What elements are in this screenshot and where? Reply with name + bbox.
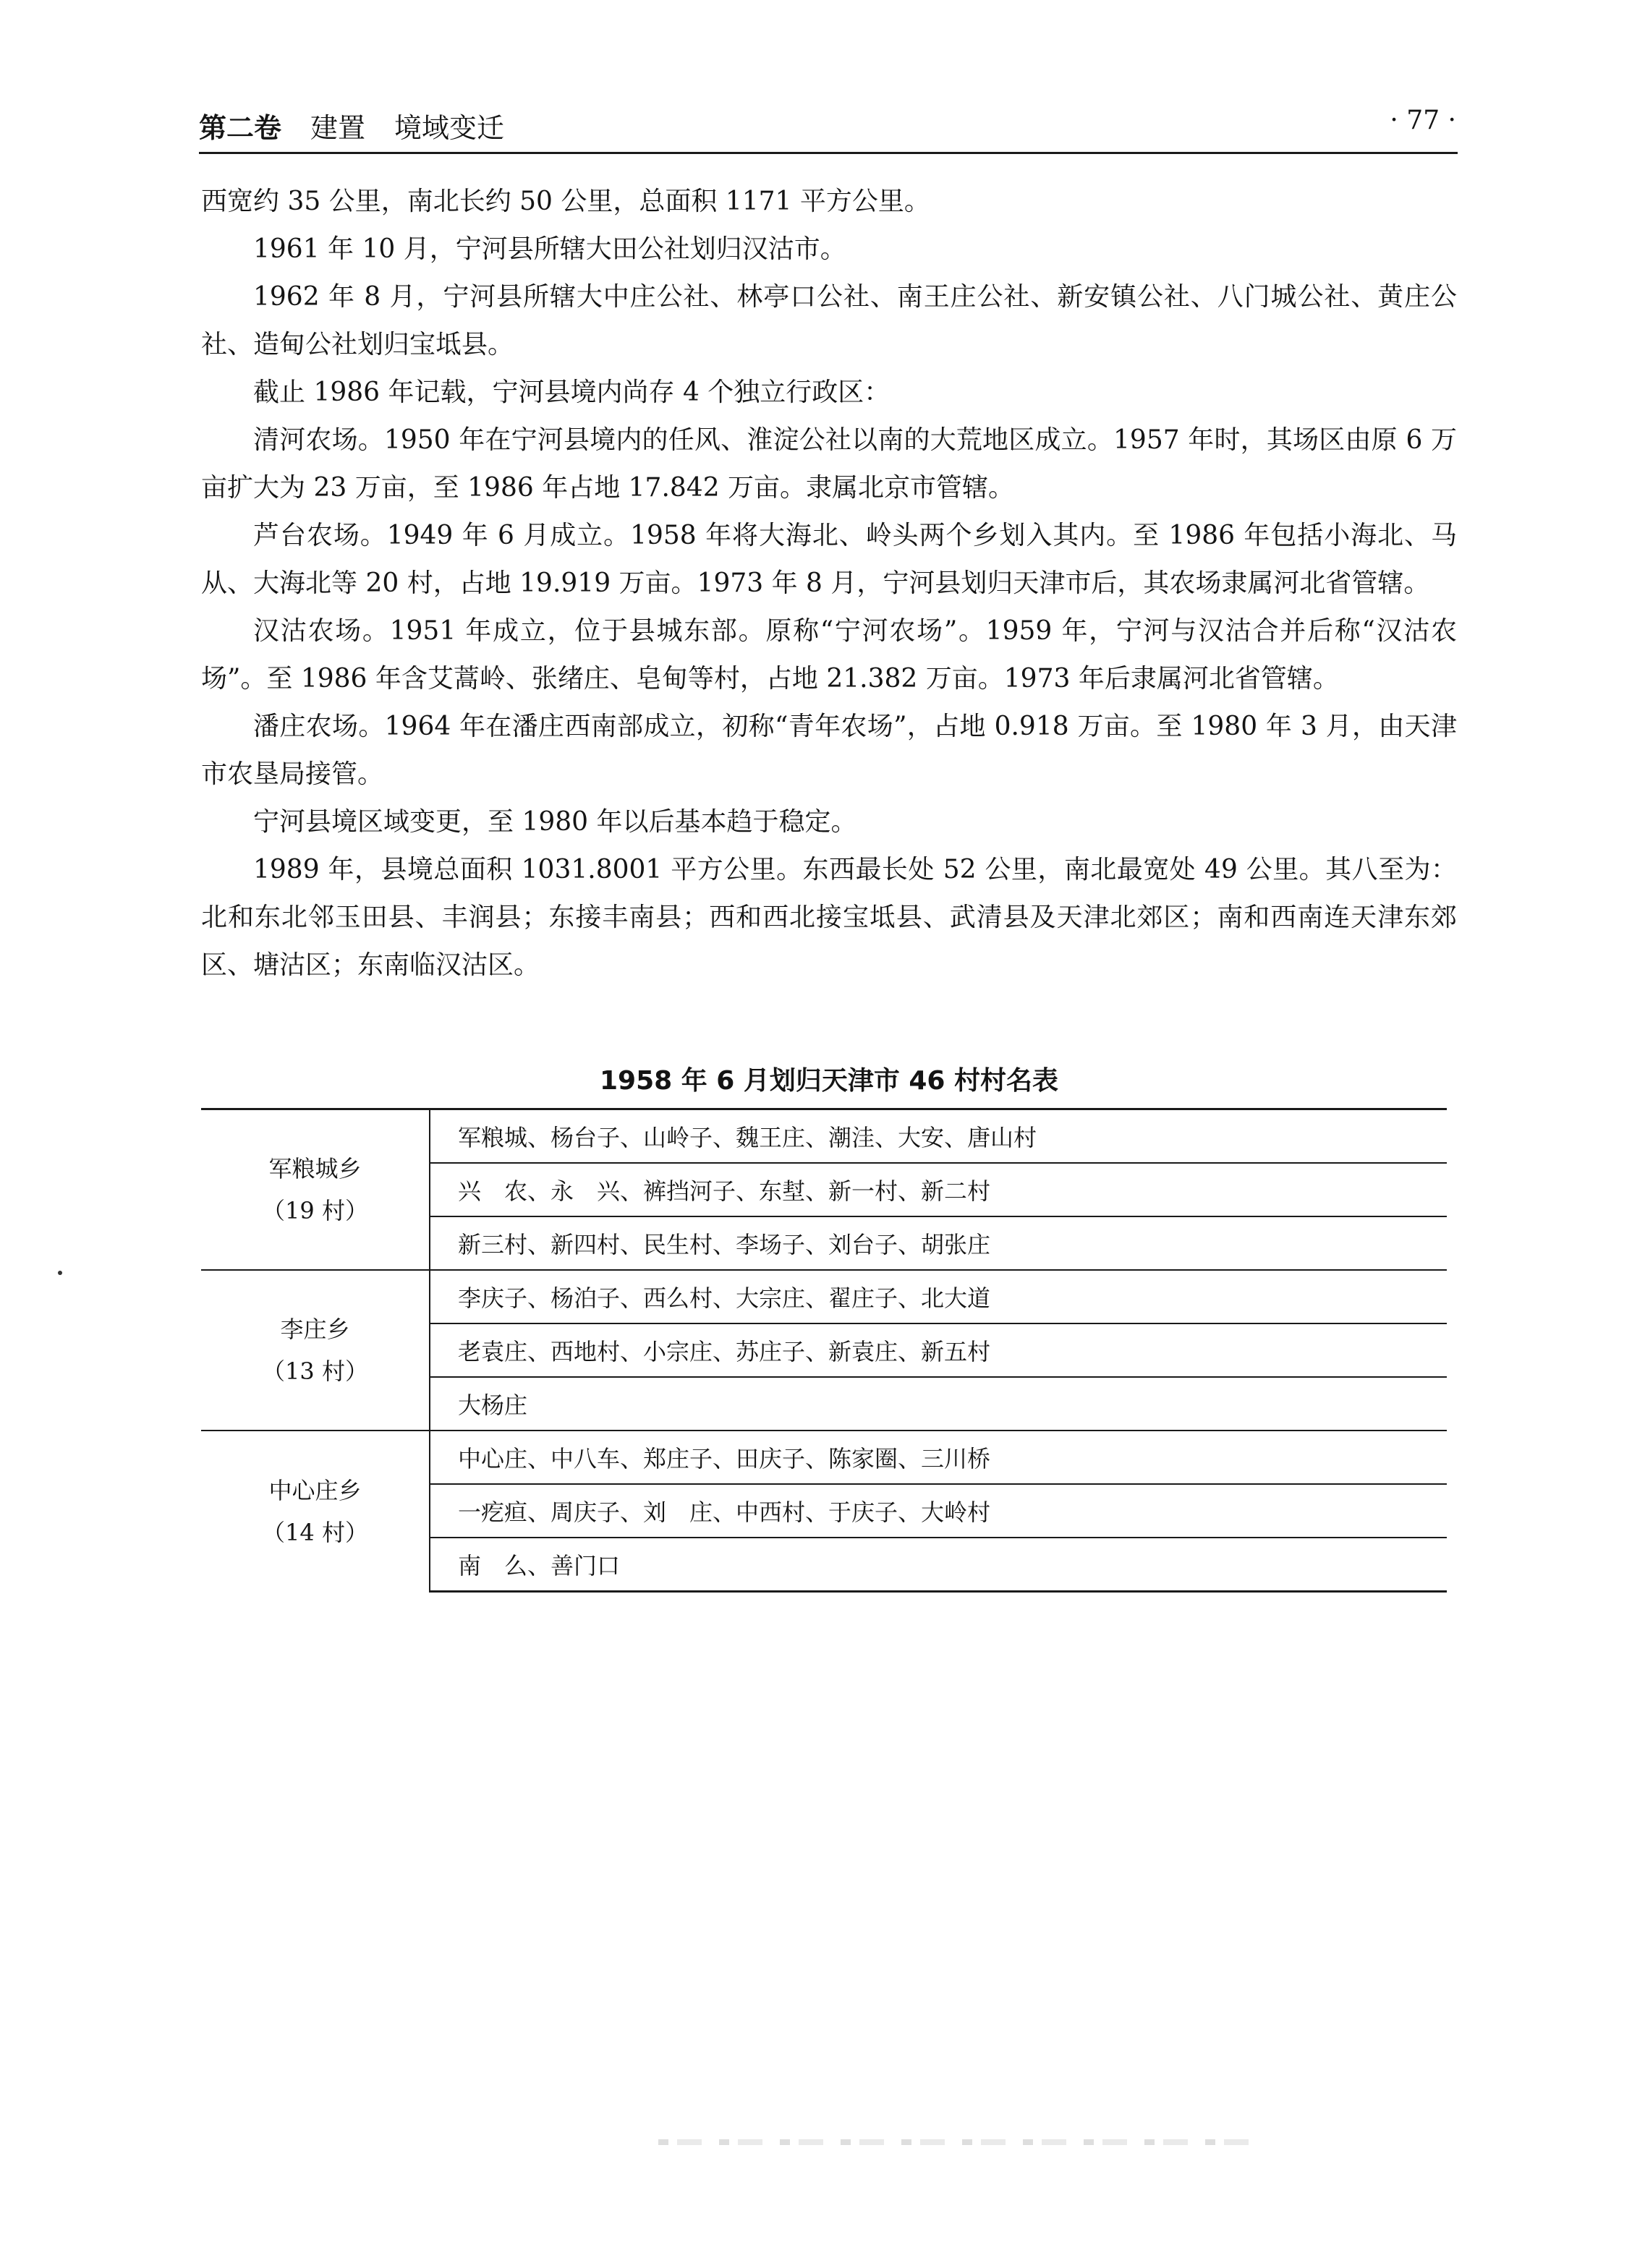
scan-speck — [58, 1271, 62, 1275]
table-title: 1958 年 6 月划归天津市 46 村村名表 — [599, 1066, 1058, 1096]
village-list: 军粮城、杨台子、山岭子、魏王庄、潮洼、大安、唐山村 — [430, 1109, 1447, 1164]
section-label: 建置 — [310, 112, 366, 144]
township-count: （13 村） — [262, 1357, 368, 1385]
paragraph: 1989 年，县境总面积 1031.8001 平方公里。东西最长处 52 公里，南北最宽处 49 公里。其八至为：北和东北邻玉田县、丰润县；东接丰南县；西和西北接宝坻县、武清县及天津北郊区；南和西南连天津东郊区、塘沽区；东南临汉沽区。 — [201, 855, 1457, 980]
page-number: · 77 · — [1390, 106, 1456, 135]
volume-label: 第二卷 — [199, 111, 282, 144]
township-name: 中心庄乡 — [268, 1476, 362, 1504]
table-row — [201, 1109, 1447, 1164]
village-list: 中心庄、中八车、郑庄子、田庆子、陈家圈、三川桥 — [430, 1431, 1447, 1484]
village-list: 李庆子、杨泊子、西么村、大宗庄、翟庄子、北大道 — [430, 1270, 1447, 1323]
village-list: 一疙疸、周庆子、刘 庄、中西村、于庆子、大岭村 — [430, 1484, 1447, 1538]
paragraph: 1962 年 8 月，宁河县所辖大中庄公社、林亭口公社、南王庄公社、新安镇公社、八门城公社、黄庄公社、造甸公社划归宝坻县。 — [201, 282, 1457, 359]
paragraph: 1961 年 10 月，宁河县所辖大田公社划归汉沽市。 — [253, 234, 846, 264]
running-header — [199, 101, 1456, 153]
township-name: 李庄乡 — [280, 1316, 350, 1343]
paragraph: 芦台农场。1949 年 6 月成立。1958 年将大海北、岭头两个乡划入其内。至 1986 年包括小海北、马从、大海北等 20 村，占地 19.919 万亩。1973 年 8 月，宁河县划归天津市后，其农场隶属河北省管辖。 — [201, 521, 1457, 598]
paragraph: 潘庄农场。1964 年在潘庄西南部成立，初称“青年农场”，占地 0.918 万亩。至 1980 年 3 月，由天津市农垦局接管。 — [201, 712, 1457, 789]
paragraph: 截止 1986 年记载，宁河县境内尚存 4 个独立行政区： — [253, 378, 890, 407]
township-name: 军粮城乡 — [268, 1155, 362, 1182]
scan-noise — [658, 2139, 1251, 2145]
header-rule — [199, 152, 1458, 154]
paragraph: 西宽约 35 公里，南北长约 50 公里，总面积 1171 平方公里。 — [201, 187, 930, 216]
township-cell — [201, 1109, 430, 1271]
township-count: （14 村） — [262, 1518, 368, 1546]
paragraph: 清河农场。1950 年在宁河县境内的任风、淮淀公社以南的大荒地区成立。1957 年时，其场区由原 6 万亩扩大为 23 万亩，至 1986 年占地 17.842 万亩。隶属北京市管辖。 — [201, 425, 1457, 503]
village-list: 老袁庄、西地村、小宗庄、苏庄子、新袁庄、新五村 — [430, 1323, 1447, 1377]
township-cell — [201, 1431, 430, 1592]
village-list: 大杨庄 — [430, 1377, 1447, 1431]
paragraph: 汉沽农场。1951 年成立，位于县城东部。原称“宁河农场”。1959 年，宁河与汉沽合并后称“汉沽农场”。至 1986 年含艾蒿岭、张绪庄、皂甸等村，占地 21.382 万亩。1973 年后隶属河北省管辖。 — [201, 616, 1457, 694]
village-list: 南 么、善门口 — [430, 1538, 1447, 1592]
paragraph: 宁河县境区域变更，至 1980 年以后基本趋于稳定。 — [253, 807, 857, 837]
table-row — [201, 1431, 1447, 1484]
chapter-label: 境域变迁 — [394, 112, 505, 144]
header-title — [199, 106, 504, 145]
body-text — [201, 178, 1457, 989]
village-table — [201, 1108, 1447, 1593]
village-list: 兴 农、永 兴、裤挡河子、东堼、新一村、新二村 — [430, 1163, 1447, 1216]
township-count: （19 村） — [262, 1197, 368, 1224]
township-cell — [201, 1270, 430, 1431]
table-row — [201, 1270, 1447, 1323]
village-list: 新三村、新四村、民生村、李场子、刘台子、胡张庄 — [430, 1216, 1447, 1270]
